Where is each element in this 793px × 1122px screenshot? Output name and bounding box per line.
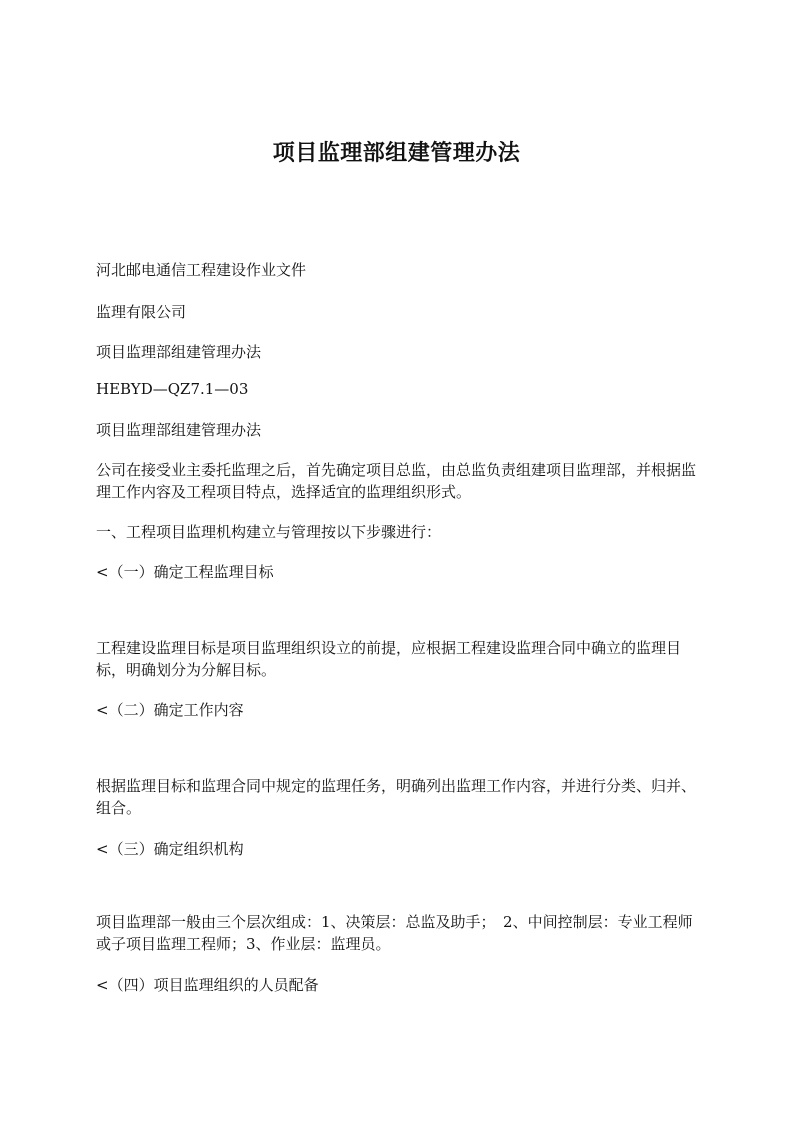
subsection-body-3: 项目监理部一般由三个层次组成：1、决策层：总监及助手； 2、中间控制层：专业工程师或子项目监理工程师；3、作业层：监理员。 [96,913,693,953]
intro-paragraph: 公司在接受业主委托监理之后，首先确定项目总监，由总监负责组建项目监理部，并根据监理工作内容及工程项目特点，选择适宜的监理组织形式。 [96,461,697,501]
company-name-line1: 河北邮电通信工程建设作业文件 [96,261,307,279]
subsection-heading-3: <（三）确定组织机构 [96,840,244,858]
subsection-body-1: 工程建设监理目标是项目监理组织设立的前提，应根据工程建设监理合同中确立的监理目标，明确划分为分解目标。 [96,639,682,679]
subsection-heading-4: <（四）项目监理组织的人员配备 [96,976,319,994]
section-heading-1: 一、工程项目监理机构建立与管理按以下步骤进行： [96,523,442,541]
document-code: HEBYD—QZ7.1—03 [96,380,249,398]
subsection-heading-1: <（一）确定工程监理目标 [96,563,274,581]
document-heading: 项目监理部组建管理办法 [96,343,262,361]
subsection-heading-2: <（二）确定工作内容 [96,701,244,719]
document-title: 项目监理部组建管理办法 [272,141,521,166]
subsection-body-2: 根据监理目标和监理合同中规定的监理任务，明确列出监理工作内容，并进行分类、归并、组合。 [96,777,697,817]
company-name-line2: 监理有限公司 [96,303,187,321]
document-subheading: 项目监理部组建管理办法 [96,421,262,439]
